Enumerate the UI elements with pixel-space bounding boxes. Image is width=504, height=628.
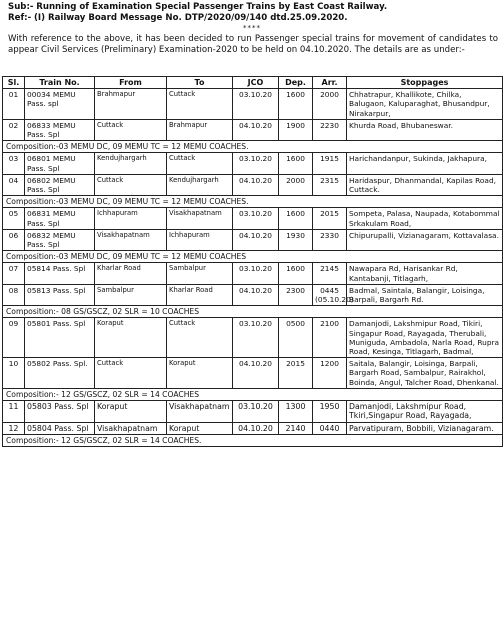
table-row xyxy=(3,229,503,250)
composition-text: Composition:- 12 GS/GSCZ, 02 SLR = 14 COACHES xyxy=(3,388,503,400)
cell-to: Sambalpur xyxy=(167,263,233,284)
cell-jco: 03.10.20 xyxy=(233,263,279,284)
table-body xyxy=(3,89,503,447)
composition-row xyxy=(3,141,503,153)
cell-arr: 2015 xyxy=(313,208,347,229)
cell-train-no: 06832 MEMU Pass. Spl xyxy=(25,229,95,250)
sub-text: Running of Examination Special Passenger Trains by East Coast Railway. xyxy=(36,2,388,12)
cell-from: Koraput xyxy=(95,318,167,358)
cell-dep: 1900 xyxy=(279,119,313,140)
subject-block xyxy=(8,2,498,24)
cell-stoppages: Damanjodi, Lakshmipur Road, Tkiri,Singapur Road, Rayagada, xyxy=(347,401,503,422)
cell-to: Ichhapuram xyxy=(167,229,233,250)
cell-jco: 03.10.20 xyxy=(233,89,279,120)
cell-arr: 2100 xyxy=(313,318,347,358)
composition-text: Composition:-03 MEMU DC, 09 MEMU TC = 12 MEMU COACHES xyxy=(3,251,503,263)
cell-from: Visakhapatnam xyxy=(95,229,167,250)
cell-jco: 04.10.20 xyxy=(233,358,279,389)
cell-from: Kharlar Road xyxy=(95,263,167,284)
composition-row xyxy=(3,196,503,208)
cell-to: Visakhapatnam xyxy=(167,208,233,229)
cell-arr: 1950 xyxy=(313,401,347,422)
composition-row xyxy=(3,388,503,400)
col-header-train: Train No. xyxy=(25,77,95,89)
cell-from: Visakhapatnam xyxy=(95,422,167,434)
cell-stoppages: Sompeta, Palasa, Naupada, Kotabommal Srkakulam Road, xyxy=(347,208,503,229)
ref-label: Ref:- xyxy=(8,13,32,23)
cell-dep: 2000 xyxy=(279,174,313,195)
cell-to: Cuttack xyxy=(167,153,233,174)
cell-dep: 2300 xyxy=(279,284,313,305)
cell-arr: 1915 xyxy=(313,153,347,174)
cell-arr: 1200 xyxy=(313,358,347,389)
cell-to: Koraput xyxy=(167,422,233,434)
table-row xyxy=(3,284,503,305)
col-header-to: To xyxy=(167,77,233,89)
table-row xyxy=(3,119,503,140)
cell-dep: 1600 xyxy=(279,153,313,174)
cell-from: Cuttack xyxy=(95,358,167,389)
cell-arr: 2230 xyxy=(313,119,347,140)
cell-dep: 0500 xyxy=(279,318,313,358)
cell-train-no: 06801 MEMU Pass. Spl xyxy=(25,153,95,174)
cell-stoppages: Saitala, Balangir, Loisinga, Barpali, Bargarh Road, Sambalpur, Rairakhol, Boinda, Angul, Talcher Road, Dhenkanal. xyxy=(347,358,503,389)
cell-dep: 2140 xyxy=(279,422,313,434)
cell-train-no: 05803 Pass. Spl xyxy=(25,401,95,422)
table-header-row xyxy=(3,77,503,89)
cell-dep: 1300 xyxy=(279,401,313,422)
cell-train-no: 06802 MEMU Pass. Spl xyxy=(25,174,95,195)
intro-paragraph: With reference to the above, it has been decided to run Passenger special trains for movement of candidates to appear Civil Services (Preliminary) Examination-2020 to be held on 04.10.2020. The details are as under:- xyxy=(8,34,498,55)
cell-jco: 03.10.20 xyxy=(233,153,279,174)
cell-stoppages: Haridaspur, Dhanmandal, Kapilas Road, Cuttack. xyxy=(347,174,503,195)
table-row xyxy=(3,89,503,120)
col-header-sl: Sl. xyxy=(3,77,25,89)
cell-stoppages: Damanjodi, Lakshmipur Road, Tikiri, Singapur Road, Rayagada, Therubali, Muniguda, Ambadola, Narla Road, Rupra Road, Kesinga, Titlagarh, Badmal, xyxy=(347,318,503,358)
cell-stoppages: Parvatipuram, Bobbili, Vizianagaram. xyxy=(347,422,503,434)
cell-sl: 03 xyxy=(3,153,25,174)
cell-from: Cuttack xyxy=(95,119,167,140)
col-header-jco: JCO xyxy=(233,77,279,89)
cell-to: Cuttack xyxy=(167,89,233,120)
cell-jco: 04.10.20 xyxy=(233,284,279,305)
cell-dep: 1930 xyxy=(279,229,313,250)
cell-to: Kharlar Road xyxy=(167,284,233,305)
train-schedule-table xyxy=(2,76,503,447)
cell-arr: 0440 xyxy=(313,422,347,434)
cell-dep: 1600 xyxy=(279,263,313,284)
table-row xyxy=(3,174,503,195)
cell-jco: 03.10.20 xyxy=(233,208,279,229)
cell-from: Sambalpur xyxy=(95,284,167,305)
table-row xyxy=(3,401,503,422)
cell-train-no: 06833 MEMU Pass. Spl xyxy=(25,119,95,140)
cell-from: Cuttack xyxy=(95,174,167,195)
cell-from: Ichhapuram xyxy=(95,208,167,229)
table-row xyxy=(3,263,503,284)
cell-train-no: 05814 Pass. Spl xyxy=(25,263,95,284)
cell-to: Koraput xyxy=(167,358,233,389)
cell-sl: 12 xyxy=(3,422,25,434)
cell-arr: 2330 xyxy=(313,229,347,250)
cell-from: Kendujhargarh xyxy=(95,153,167,174)
col-header-arr: Arr. xyxy=(313,77,347,89)
cell-dep: 1600 xyxy=(279,89,313,120)
table-row xyxy=(3,208,503,229)
table-row xyxy=(3,318,503,358)
cell-sl: 06 xyxy=(3,229,25,250)
composition-text: Composition:-03 MEMU DC, 09 MEMU TC = 12 MEMU COACHES. xyxy=(3,141,503,153)
composition-row xyxy=(3,306,503,318)
cell-to: Visakhapatnam xyxy=(167,401,233,422)
composition-text: Composition:- 12 GS/GSCZ, 02 SLR = 14 COACHES. xyxy=(3,434,503,446)
cell-to: Cuttack xyxy=(167,318,233,358)
cell-arr: 2000 xyxy=(313,89,347,120)
table-row xyxy=(3,422,503,434)
composition-row xyxy=(3,434,503,446)
cell-stoppages: Badmal, Saintala, Balangir, Loisinga, Barpali, Bargarh Rd. xyxy=(347,284,503,305)
col-header-dep: Dep. xyxy=(279,77,313,89)
cell-stoppages: Chhatrapur, Khallikote, Chilka, Balugaon, Kaluparaghat, Bhusandpur, Nirakarpur, xyxy=(347,89,503,120)
cell-sl: 07 xyxy=(3,263,25,284)
table-row xyxy=(3,358,503,389)
cell-stoppages: Nawapara Rd, Harisankar Rd, Kantabanji, Titlagarh, xyxy=(347,263,503,284)
cell-sl: 10 xyxy=(3,358,25,389)
cell-jco: 04.10.20 xyxy=(233,422,279,434)
cell-jco: 04.10.20 xyxy=(233,174,279,195)
table-row xyxy=(3,153,503,174)
cell-jco: 03.10.20 xyxy=(233,401,279,422)
cell-train-no: 05801 Pass. Spl xyxy=(25,318,95,358)
cell-jco: 03.10.20 xyxy=(233,318,279,358)
composition-text: Composition:-03 MEMU DC, 09 MEMU TC = 12 MEMU COACHES. xyxy=(3,196,503,208)
ref-text: (I) Railway Board Message No. DTP/2020/09/140 dtd.25.09.2020. xyxy=(33,13,348,23)
cell-train-no: 05802 Pass. Spl. xyxy=(25,358,95,389)
cell-arr: 2315 xyxy=(313,174,347,195)
cell-jco: 04.10.20 xyxy=(233,119,279,140)
cell-from: Koraput xyxy=(95,401,167,422)
col-header-from: From xyxy=(95,77,167,89)
cell-sl: 11 xyxy=(3,401,25,422)
cell-arr: 0445 (05.10.20) xyxy=(313,284,347,305)
cell-sl: 08 xyxy=(3,284,25,305)
cell-stoppages: Chipurupalli, Vizianagaram, Kottavalasa. xyxy=(347,229,503,250)
cell-train-no: 00034 MEMU Pass. spl xyxy=(25,89,95,120)
cell-train-no: 06831 MEMU Pass. Spl xyxy=(25,208,95,229)
composition-row xyxy=(3,251,503,263)
cell-sl: 04 xyxy=(3,174,25,195)
cell-dep: 2015 xyxy=(279,358,313,389)
cell-sl: 09 xyxy=(3,318,25,358)
separator-stars: **** xyxy=(243,24,261,32)
cell-dep: 1600 xyxy=(279,208,313,229)
cell-to: Brahmapur xyxy=(167,119,233,140)
cell-arr: 2145 xyxy=(313,263,347,284)
cell-to: Kendujhargarh xyxy=(167,174,233,195)
cell-sl: 01 xyxy=(3,89,25,120)
cell-stoppages: Khurda Road, Bhubaneswar. xyxy=(347,119,503,140)
cell-train-no: 05813 Pass. Spl xyxy=(25,284,95,305)
cell-from: Brahmapur xyxy=(95,89,167,120)
composition-text: Composition:- 08 GS/GSCZ, 02 SLR = 10 COACHES xyxy=(3,306,503,318)
cell-stoppages: Harichandanpur, Sukinda, Jakhapura, xyxy=(347,153,503,174)
cell-sl: 05 xyxy=(3,208,25,229)
col-header-stoppages: Stoppages xyxy=(347,77,503,89)
sub-label: Sub:- xyxy=(8,2,34,12)
cell-train-no: 05804 Pass. Spl xyxy=(25,422,95,434)
cell-jco: 04.10.20 xyxy=(233,229,279,250)
cell-sl: 02 xyxy=(3,119,25,140)
